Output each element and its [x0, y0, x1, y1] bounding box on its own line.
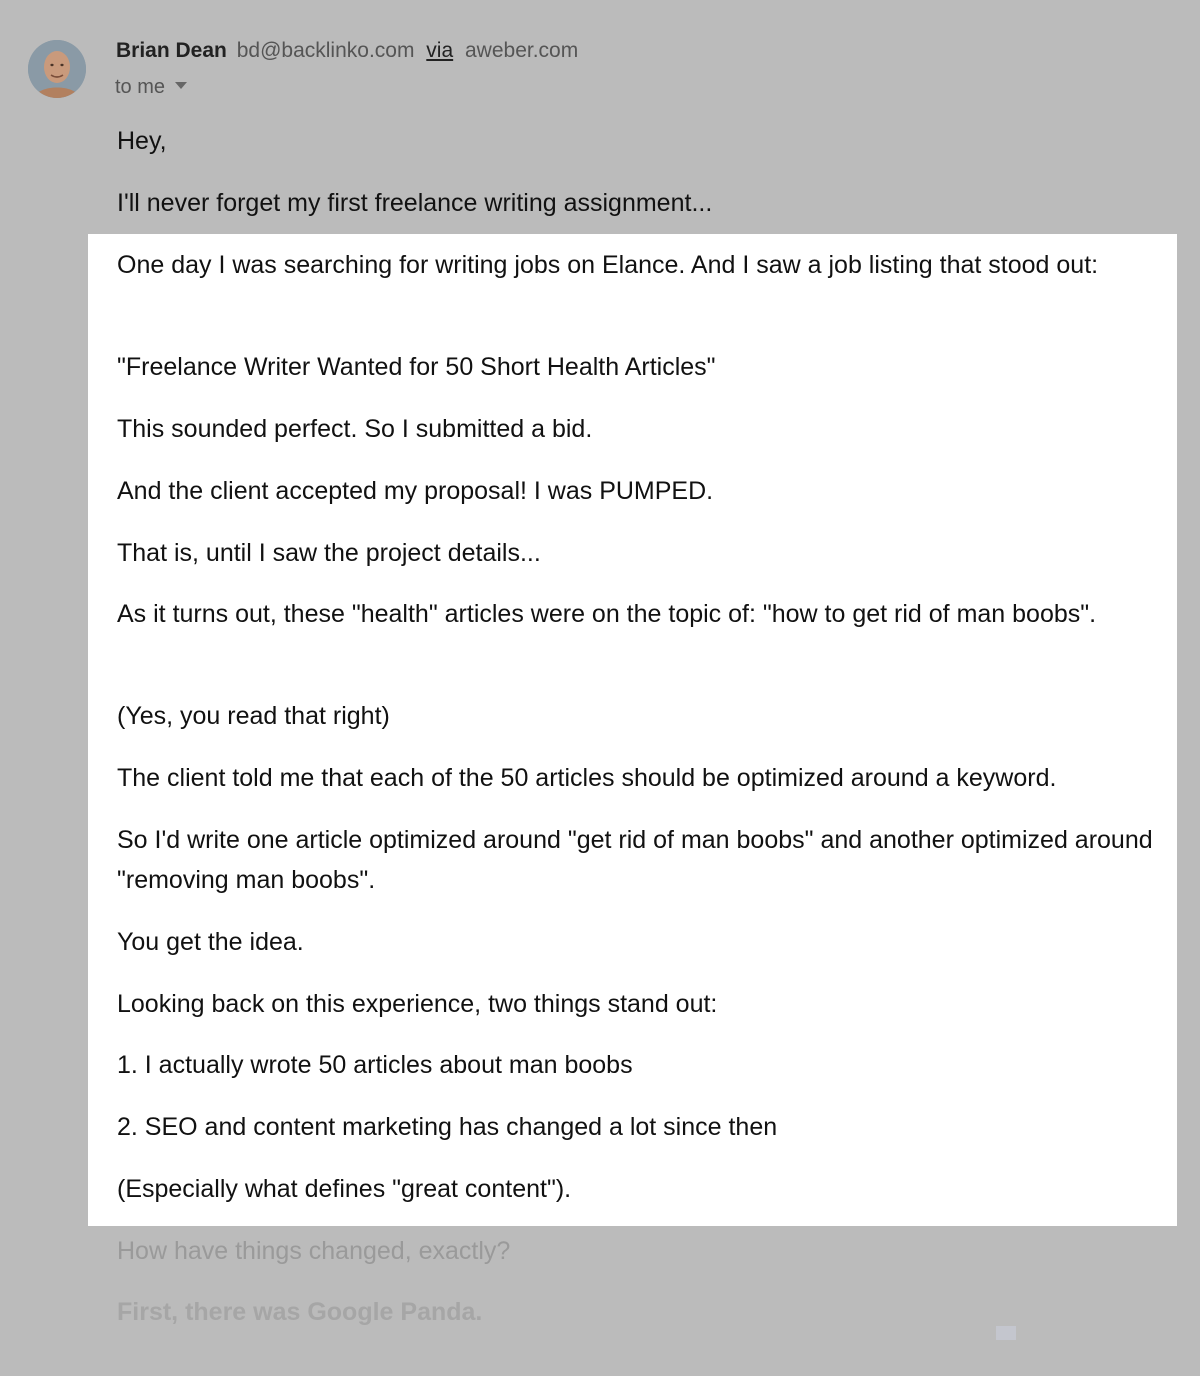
body-paragraph: One day I was searching for writing jobs on Elance. And I saw a job listing that stood out: [117, 251, 1099, 279]
body-paragraph: The client told me that each of the 50 articles should be optimized around a keyword. [117, 764, 1057, 792]
body-paragraph: And the client accepted my proposal! I was PUMPED. [117, 477, 714, 505]
list-item: 2. SEO and content marketing has changed a lot since then [117, 1113, 778, 1141]
faded-paragraph: How have things changed, exactly? [117, 1237, 511, 1265]
body-paragraph: I'll never forget my first freelance writing assignment... [117, 189, 713, 217]
recipient-details-toggle[interactable] [115, 74, 187, 100]
body-paragraph: As it turns out, these "health" articles were on the topic of: "how to get rid of man boobs". [117, 600, 1097, 628]
body-paragraph: "Freelance Writer Wanted for 50 Short Health Articles" [117, 353, 716, 381]
body-paragraph: So I'd write one article optimized around "get rid of man boobs" and another optimized around "removing man boobs". [117, 826, 1153, 894]
body-paragraph: That is, until I saw the project details... [117, 539, 541, 567]
body-paragraph: Hey, [117, 127, 167, 155]
avatar-photo-icon [28, 40, 86, 98]
body-paragraph: Looking back on this experience, two things stand out: [117, 990, 718, 1018]
chevron-down-icon [175, 82, 187, 89]
via-domain: aweber.com [465, 39, 579, 62]
sender-avatar[interactable] [28, 40, 86, 98]
decorative-mark [996, 1326, 1016, 1340]
sender-name[interactable]: Brian Dean [116, 39, 227, 62]
faded-paragraph: First, there was Google Panda. [117, 1298, 483, 1326]
recipient-label: to me [115, 76, 166, 98]
sender-line [116, 38, 578, 64]
via-link[interactable]: via [426, 39, 454, 62]
body-paragraph: (Yes, you read that right) [117, 702, 390, 730]
list-item: 1. I actually wrote 50 articles about man boobs [117, 1051, 633, 1079]
sender-email: bd@backlinko.com [236, 39, 415, 62]
body-paragraph: You get the idea. [117, 928, 304, 956]
body-paragraph: (Especially what defines "great content"). [117, 1175, 572, 1203]
body-paragraph: This sounded perfect. So I submitted a bid. [117, 415, 593, 443]
